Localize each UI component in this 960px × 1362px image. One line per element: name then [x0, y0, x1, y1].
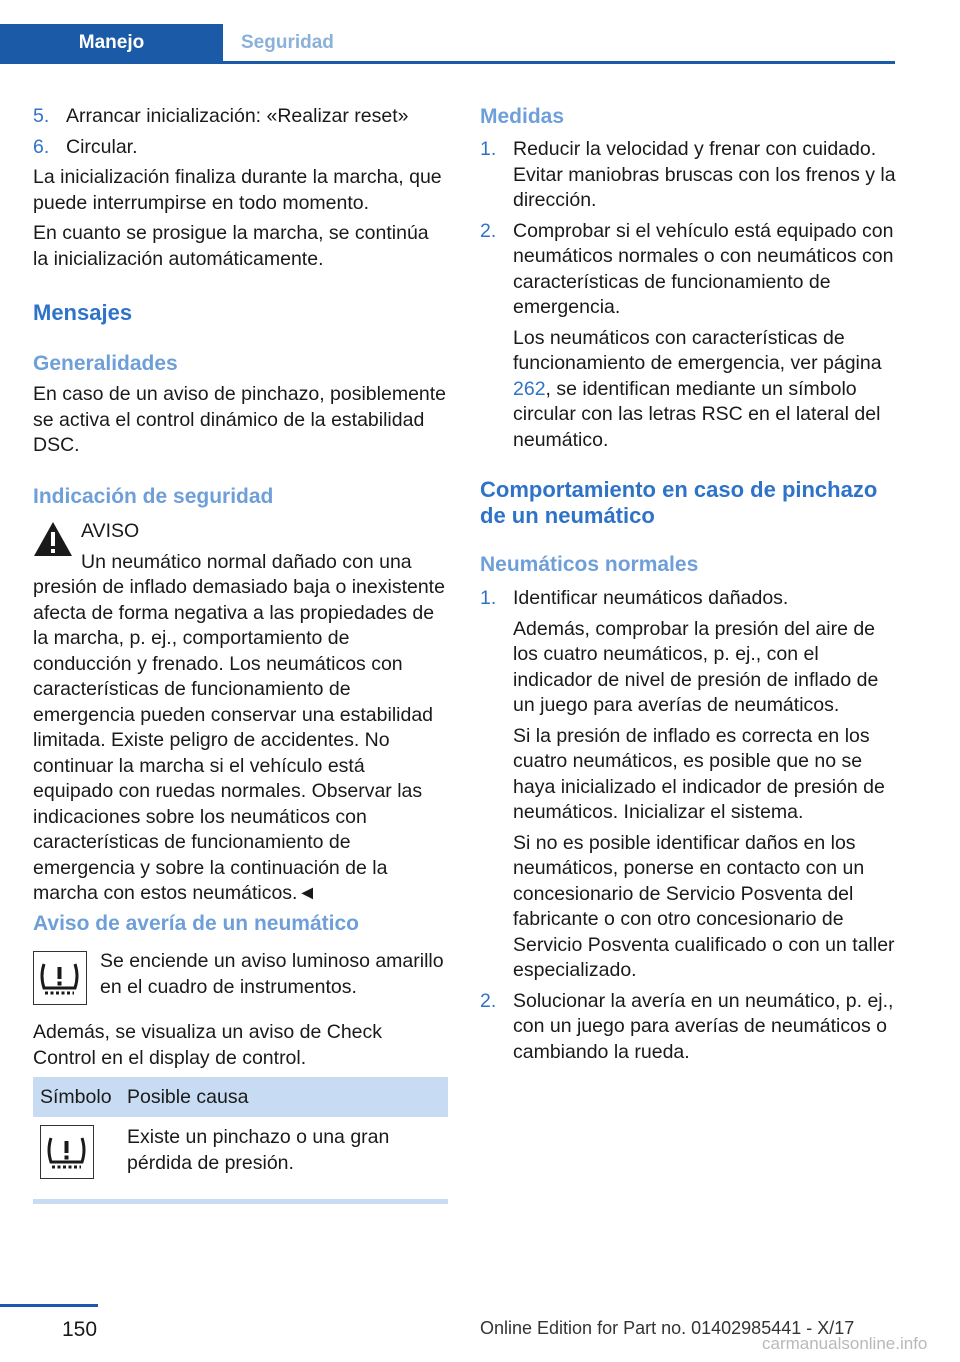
table-header-symbol: Símbolo — [33, 1077, 120, 1117]
symbol-table — [33, 1077, 448, 1193]
list-item-text: Circular. — [66, 135, 138, 158]
paragraph-contact-service: Si no es posible identificar daños en los neumáticos, ponerse en contacto con un concesionario de Servicio Posventa del fabricante o con otro concesionario de Servicio Posventa cualificado o con un taller especializado. — [513, 831, 895, 981]
list-item-normal-1 — [480, 586, 896, 612]
list-item-text: Reducir la velocidad y frenar con cuidado. Evitar maniobras bruscas con los frenos y la dirección. — [513, 138, 896, 211]
table-row — [33, 1117, 448, 1193]
list-number: 2. — [480, 989, 497, 1012]
heading-aviso-averia: Aviso de avería de un neumático — [33, 912, 359, 935]
list-item-medida-2 — [480, 219, 896, 321]
paragraph-initialize: Si la presión de inflado es correcta en los cuatro neumáticos, es posible que no se haya inicializado el indicador de presión de neumáticos. Inicializar el sistema. — [513, 724, 885, 823]
list-number: 1. — [480, 138, 497, 160]
heading-comportamiento: Comportamiento en caso de pinchazo de un neumático — [480, 477, 878, 528]
rsc-text-a: Los neumáticos con características de funcionamiento de emergencia, ver página — [513, 326, 882, 374]
tire-pressure-warning-icon — [40, 1125, 94, 1179]
table-header-cause: Posible causa — [120, 1077, 448, 1117]
paragraph-aviso-averia: Se enciende un aviso luminoso amarillo en el cuadro de instrumentos. — [100, 950, 444, 998]
tire-pressure-warning-icon — [33, 951, 87, 1005]
list-item-5 — [33, 104, 448, 130]
rsc-text-b: , se identifican mediante un símbolo circular con las letras RSC en el lateral del neumático. — [513, 377, 881, 451]
tpms-indicator-block — [33, 949, 448, 1009]
edition-text: Online Edition for Part no. 01402985441 - X/17 — [480, 1318, 855, 1338]
table-cell-cause: Existe un pinchazo o una gran pérdida de presión. — [127, 1126, 390, 1174]
symbol-table-wrapper — [33, 1077, 448, 1204]
paragraph-generalidades: En caso de un aviso de pinchazo, posiblemente se activa el control dinámico de la estabilidad DSC. — [33, 383, 447, 456]
paragraph-rsc — [480, 326, 896, 454]
footer-rule — [0, 1304, 98, 1307]
page-link-262[interactable]: 262 — [513, 377, 546, 400]
heading-generalidades: Generalidades — [33, 352, 178, 375]
heading-neumaticos-normales: Neumáticos normales — [480, 553, 699, 576]
heading-mensajes: Mensajes — [33, 300, 133, 325]
table-bottom-rule — [33, 1199, 448, 1204]
tab-manejo[interactable]: Manejo — [0, 24, 223, 61]
list-item-text: Solucionar la avería en un neumático, p. ej., con un juego para averías de neumáticos o cambiando la rueda. — [513, 989, 894, 1063]
heading-indicacion-seguridad: Indicación de seguridad — [33, 485, 274, 508]
list-number: 2. — [480, 219, 497, 242]
page-number: 150 — [62, 1318, 98, 1341]
heading-medidas: Medidas — [480, 105, 565, 128]
list-item-6 — [33, 135, 448, 161]
watermark-text: carmanualsonline.info — [762, 1334, 928, 1353]
warning-block — [33, 519, 448, 907]
table-cell-symbol — [33, 1117, 120, 1193]
warning-triangle-icon — [33, 521, 73, 557]
warning-label: AVISO — [81, 520, 140, 542]
paragraph-check-control: Además, se visualiza un aviso de Check Control en el display de control. — [33, 1021, 383, 1069]
list-item-medida-1 — [480, 137, 896, 214]
list-item-text: Arrancar inicialización: «Realizar reset» — [66, 105, 409, 127]
table-header-row — [33, 1077, 448, 1117]
warning-text: Un neumático normal dañado con una presión de inflado demasiado baja o inexistente afecta de forma negativa a las propiedades de la marcha, p. ej., comportamiento de conducción y frenado. Los neumáticos con características de funcionamiento de emergencia pueden conservar una estabilidad limitada. Existe peligro de accidentes. No continuar la marcha si el vehículo está equipado con ruedas normales. Observar las indicaciones sobre los neumáticos con características de funcionamiento de emergencia y sobre la continuación de la marcha con estos neumáticos.◄ — [33, 550, 445, 904]
tab-seguridad[interactable]: Seguridad — [241, 32, 334, 53]
list-number: 5. — [33, 105, 50, 127]
paragraph-initialization: La inicialización finaliza durante la marcha, que puede interrumpirse en todo momento. — [33, 166, 442, 214]
list-item-text: Identificar neumáticos dañados. — [513, 587, 789, 609]
paragraph-check-pressure: Además, comprobar la presión del aire de los cuatro neumáticos, p. ej., con el indicador de nivel de presión de inflado de un juego para averías de neumáticos. — [513, 617, 879, 716]
paragraph-continue: En cuanto se prosigue la marcha, se continúa la inicialización automáticamente. — [33, 222, 429, 270]
list-item-normal-2 — [480, 989, 896, 1066]
list-number: 6. — [33, 135, 50, 158]
list-number: 1. — [480, 587, 497, 609]
list-item-text: Comprobar si el vehículo está equipado con neumáticos normales o con neumáticos con características de funcionamiento de emergencia. — [513, 219, 894, 318]
chapter-tabs — [0, 24, 895, 64]
